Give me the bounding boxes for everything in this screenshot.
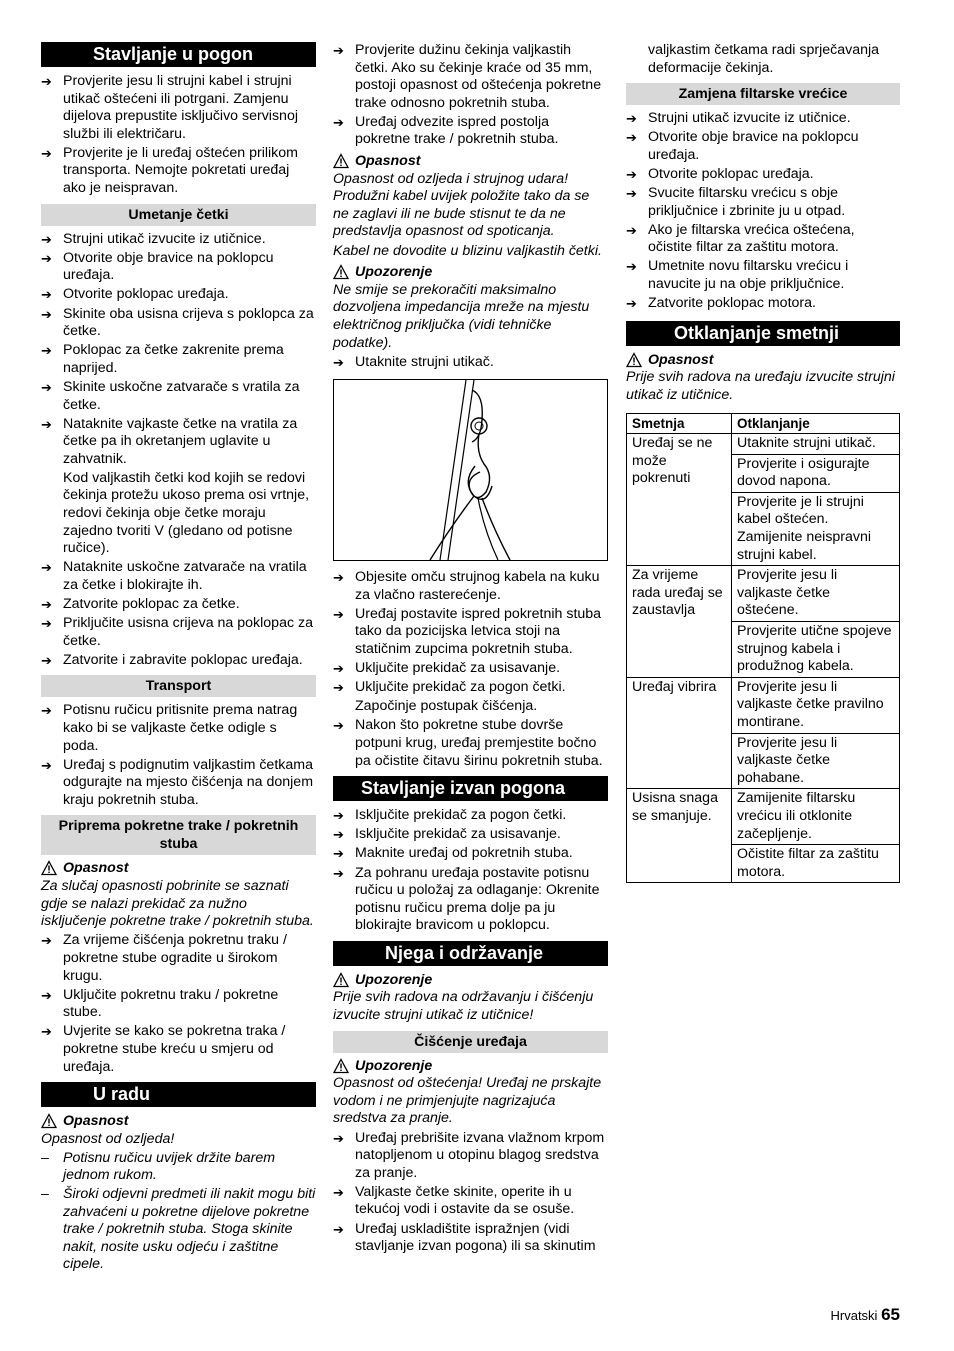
list-plug xyxy=(333,354,608,372)
list-priprema xyxy=(41,932,316,1076)
list-item: ➔ Uređaj odvezite ispred postolja pokretne trake / pokretnih stuba. xyxy=(333,113,559,148)
list-item: ➔ Strujni utikač izvucite iz utičnice. xyxy=(626,110,851,127)
list-item: ➔ Uključite prekidač za usisavanje. xyxy=(333,660,561,677)
arrow-icon: ➔ xyxy=(41,1024,52,1040)
warning-triangle-icon xyxy=(333,1058,349,1074)
footer-language: Hrvatski xyxy=(830,1308,878,1323)
list-item: ➔ Svucite filtarsku vrećicu s obje priključnice i zbrinite ju u otpad. xyxy=(626,185,846,219)
arrow-icon: ➔ xyxy=(333,718,344,734)
list-item: ➔ Uređaj uskladištite ispražnjen (vidi stavljanje izvan pogona) ili sa skinutim xyxy=(333,1220,596,1255)
arrow-icon: ➔ xyxy=(333,827,344,843)
table-header-row xyxy=(627,413,900,434)
list-item: ➔ Umetnite novu filtarsku vrećicu i navucite ju na obje priključnice. xyxy=(626,258,849,293)
warning-triangle-icon xyxy=(333,972,349,988)
arrow-icon: ➔ xyxy=(41,306,52,322)
list-item: – Potisnu ručicu uvijek držite barem jednom rukom. xyxy=(41,1149,276,1184)
list-after-2 xyxy=(333,717,608,770)
warning-text: Opasnost od ozljeda! xyxy=(41,1130,175,1147)
list-item: ➔ Poklopac za četke zakrenite prema naprijed. xyxy=(41,342,284,376)
list-item: ➔ Zatvorite poklopac motora. xyxy=(626,295,816,312)
warning-text: Opasnost od ozljeda i strujnog udara! Produžni kabel uvijek položite tako da se ne zaglavi ili ne bude stisnut te da ne predstavlja opasnost od spoticanja. xyxy=(333,170,590,240)
list-item: ➔ Provjerite dužinu čekinja valjkastih četki. Ako su čekinje kraće od 35 mm, postoji opasnost od oštećenja pokretne trake odnosno pokretnih stuba. xyxy=(333,42,602,111)
column-right xyxy=(626,42,900,883)
page-number: 65 xyxy=(881,1305,900,1324)
arrow-icon: ➔ xyxy=(333,354,344,370)
list-item: ➔ Zatvorite poklopac za četke. xyxy=(41,596,240,613)
arrow-icon: ➔ xyxy=(41,652,52,668)
list-item: ➔ Zatvorite i zabravite poklopac uređaja. xyxy=(41,651,303,668)
arrow-icon: ➔ xyxy=(41,560,52,576)
warning-triangle-icon xyxy=(41,860,57,876)
cell-remedy: Provjerite jesu li valjkaste četke pohabane. xyxy=(732,733,900,789)
heading-otklanjanje: Otklanjanje smetnji xyxy=(626,321,900,346)
warning-heading: Opasnost xyxy=(626,352,900,370)
arrow-icon: ➔ xyxy=(333,1184,344,1200)
warning-heading: Upozorenje xyxy=(333,264,608,282)
warning-heading: Upozorenje xyxy=(333,972,608,990)
list-item: ➔ Za vrijeme čišćenja pokretnu traku / pokretne stube ogradite u širokom krugu. xyxy=(41,932,287,984)
dash-icon: – xyxy=(41,1149,49,1166)
warning-heading: Upozorenje xyxy=(333,1058,608,1076)
arrow-icon: ➔ xyxy=(41,987,52,1003)
list-item: ➔ Skinite oba usisna crijeva s poklopca za četke. xyxy=(41,305,314,340)
page-footer xyxy=(831,1306,901,1325)
cell-remedy: Zamijenite filtarsku vrećicu ili otklonite začepljenje. xyxy=(732,789,900,845)
arrow-icon: ➔ xyxy=(333,1221,344,1237)
list-ciscenje xyxy=(333,1130,608,1256)
list-item: ➔ Valjkaste četke skinite, operite ih u tekućoj vodi i ostavite da se osuše. xyxy=(333,1183,575,1218)
list-item: ➔ Ako je filtarska vrećica oštećena, očistite filtar za zaštitu motora. xyxy=(626,221,855,256)
list-item: ➔ Potisnu ručicu pritisnite prema natrag kako bi se valjkaste četke odigle s poda. xyxy=(41,702,298,754)
arrow-icon: ➔ xyxy=(41,597,52,613)
arrow-icon: ➔ xyxy=(333,1130,344,1146)
list-radu xyxy=(41,1150,316,1274)
list-item: ➔ Otvorite poklopac uređaja. xyxy=(626,165,814,182)
cable-hook-drawing xyxy=(334,380,607,560)
warning-heading: Opasnost xyxy=(41,860,316,878)
cell-fault: Uređaj vibrira xyxy=(627,677,732,789)
warning-triangle-icon xyxy=(626,352,642,368)
cell-remedy: Utaknite strujni utikač. xyxy=(732,434,900,455)
arrow-icon: ➔ xyxy=(41,933,52,949)
arrow-icon: ➔ xyxy=(41,287,52,303)
heading-izvan-pogona: Stavljanje izvan pogona xyxy=(333,776,608,801)
cell-remedy: Očistite filtar za zaštitu motora. xyxy=(732,845,900,883)
column-middle xyxy=(333,42,608,1257)
list-item: ➔ Otvorite poklopac uređaja. xyxy=(41,286,229,303)
list-item: ➔ Provjerite jesu li strujni kabel i strujni utikač oštećeni ili potrgani. Zamjenu dijelova prepustite isključivo servisnoj službi ili električaru. xyxy=(41,73,298,142)
list-item: ➔ Otvorite obje bravice na poklopcu uređaja. xyxy=(41,249,274,284)
continued-text: valjkastim četkama radi sprječavanja deformacije čekinja. xyxy=(648,42,880,76)
cell-fault: Uređaj se ne može pokrenuti xyxy=(627,434,732,566)
cell-fault: Za vrijeme rada uređaj se zaustavlja xyxy=(627,566,732,678)
list-izvan xyxy=(333,807,608,935)
arrow-icon: ➔ xyxy=(41,343,52,359)
arrow-icon: ➔ xyxy=(41,416,52,432)
arrow-icon: ➔ xyxy=(41,250,52,266)
list-item: ➔ Nataknite vajkaste četke na vratila za četke pa ih okretanjem uglavite u zahvatnik. xyxy=(41,415,298,467)
arrow-icon: ➔ xyxy=(41,616,52,632)
list-after xyxy=(333,569,608,697)
heading-zamjena: Zamjena filtarske vrećice xyxy=(626,83,900,105)
list-item: ➔ Uvjerite se kako se pokretna traka / pokretne stube kreću u smjeru od uređaja. xyxy=(41,1023,286,1075)
arrow-icon: ➔ xyxy=(333,606,344,622)
warning-triangle-icon xyxy=(41,1113,57,1129)
dash-icon: – xyxy=(41,1185,49,1202)
warning-text: Opasnost od oštećenja! Uređaj ne prskajte vodom i ne primjenjujte nagrizajuća sredstva za pranje. xyxy=(333,1075,602,1127)
heading-njega: Njega i održavanje xyxy=(333,941,608,966)
list-item: ➔ Uređaj s podignutim valjkastim četkama odgurajte na mjesto čišćenja na donjem kraju pokretnih stuba. xyxy=(41,756,314,808)
arrow-icon: ➔ xyxy=(333,114,344,130)
list-item: ➔ Isključite prekidač za pogon četki. xyxy=(333,807,567,824)
umetanje-note: Kod valjkastih četki kod kojih se redovi čekinja protežu ukoso prema osi vrtnje, redovi čekinja obje četke moraju zajedno tvoriti V (gledano od potisne ručice). xyxy=(63,469,310,557)
list-item: ➔ Provjerite je li uređaj oštećen prilikom transporta. Nemojte pokretati uređaj ako je neispravan. xyxy=(41,144,298,197)
arrow-icon: ➔ xyxy=(41,145,52,161)
warning-text: Prije svih radova na održavanju i čišćenju izvucite strujni utikač iz utičnice! xyxy=(333,989,594,1024)
warning-heading: Opasnost xyxy=(41,1113,316,1131)
arrow-icon: ➔ xyxy=(333,43,344,58)
warning-text: Prije svih radova na uređaju izvucite strujni utikač iz utičnice. xyxy=(626,369,895,403)
table-row xyxy=(627,434,900,455)
list-transport xyxy=(41,702,316,809)
list-item: ➔ Skinite uskočne zatvarače s vratila za četke. xyxy=(41,378,300,413)
warning-triangle-icon xyxy=(333,153,349,169)
header-otklanjanje: Otklanjanje xyxy=(732,413,900,434)
list-item: ➔ Uređaj prebrišite izvana vlažnom krpom natopljenom u otopinu blagog sredstva za pranje. xyxy=(333,1129,605,1181)
heading-stavljanje-u-pogon: Stavljanje u pogon xyxy=(41,42,316,67)
arrow-icon: ➔ xyxy=(333,846,344,862)
warning-text: Za slučaj opasnosti pobrinite se saznati gdje se nalazi prekidač za nužno isključenje pokretne trake / pokretnih stuba. xyxy=(41,878,314,930)
arrow-icon: ➔ xyxy=(41,74,52,89)
arrow-icon: ➔ xyxy=(41,703,52,719)
arrow-icon: ➔ xyxy=(41,231,52,247)
list-item: ➔ Objesite omču strujnog kabela na kuku za vlačno rasterećenje. xyxy=(333,569,600,603)
arrow-icon: ➔ xyxy=(333,680,344,696)
troubleshooting-table xyxy=(626,413,900,884)
list-top xyxy=(333,42,608,149)
table-row xyxy=(627,789,900,845)
arrow-icon: ➔ xyxy=(626,259,637,275)
arrow-icon: ➔ xyxy=(41,379,52,395)
cell-fault: Usisna snaga se smanjuje. xyxy=(627,789,732,883)
arrow-icon: ➔ xyxy=(626,296,637,312)
arrow-icon: ➔ xyxy=(333,570,344,586)
arrow-icon: ➔ xyxy=(333,865,344,881)
list-item: ➔ Otvorite obje bravice na poklopcu uređaja. xyxy=(626,129,859,163)
start-note: Započinje postupak čišćenja. xyxy=(355,698,538,715)
list-umetanje xyxy=(41,231,316,469)
warning-heading: Opasnost xyxy=(333,153,608,171)
warning-text: Kabel ne dovodite u blizinu valjkastih četki. xyxy=(333,242,602,259)
list-item: ➔ Strujni utikač izvucite iz utičnice. xyxy=(41,230,266,247)
list-item: – Široki odjevni predmeti ili nakit mogu biti zahvaćeni u pokretne dijelove pokretne trake / pokretnih stuba. Stoga skinite nakit, nosite usku odjeću i zaštitne cipele. xyxy=(41,1185,316,1273)
heading-ciscenje: Čišćenje uređaja xyxy=(333,1031,608,1053)
arrow-icon: ➔ xyxy=(626,166,637,182)
warning-triangle-icon xyxy=(333,264,349,280)
heading-umetanje-cetki: Umetanje četki xyxy=(41,204,316,226)
list-zamjena xyxy=(626,110,900,313)
arrow-icon: ➔ xyxy=(333,808,344,824)
column-left xyxy=(41,42,316,1275)
list-item: ➔ Uključite pokretnu traku / pokretne stube. xyxy=(41,986,279,1021)
list-item: ➔ Uključite prekidač za pogon četki. xyxy=(333,679,566,696)
table-row xyxy=(627,677,900,733)
arrow-icon: ➔ xyxy=(333,661,344,677)
arrow-icon: ➔ xyxy=(626,186,637,202)
heading-priprema: Priprema pokretne trake / pokretnih stuba xyxy=(41,815,316,855)
cell-remedy: Provjerite i osigurajte dovod napona. xyxy=(732,454,900,492)
arrow-icon: ➔ xyxy=(626,222,637,238)
list-item: ➔ Maknite uređaj od pokretnih stuba. xyxy=(333,845,573,862)
cable-hook-illustration xyxy=(333,379,608,561)
arrow-icon: ➔ xyxy=(41,757,52,773)
arrow-icon: ➔ xyxy=(626,130,637,146)
arrow-icon: ➔ xyxy=(626,111,637,127)
cell-remedy: Provjerite je li strujni kabel oštećen. Zamijenite neispravni strujni kabel. xyxy=(732,492,900,565)
cell-remedy: Provjerite jesu li valjkaste četke pravilno montirane. xyxy=(732,677,900,733)
header-smetnja: Smetnja xyxy=(627,413,732,434)
list-item: ➔ Isključite prekidač za usisavanje. xyxy=(333,826,561,843)
list-item: ➔ Priključite usisna crijeva na poklopac za četke. xyxy=(41,615,313,649)
heading-transport: Transport xyxy=(41,675,316,697)
table-row xyxy=(627,566,900,622)
list-umetanje-2 xyxy=(41,559,316,669)
list-pogon xyxy=(41,73,316,198)
cell-remedy: Provjerite jesu li valjkaste četke oštećene. xyxy=(732,566,900,622)
list-item: ➔ Uređaj postavite ispred pokretnih stuba tako da pozicijska letvica stoji na statičnim zupcima pokretnih stuba. xyxy=(333,605,602,658)
heading-u-radu: U radu xyxy=(41,1082,316,1107)
list-item: ➔ Utaknite strujni utikač. xyxy=(333,353,494,370)
list-item: ➔ Nakon što pokretne stube dovrše potpuni krug, uređaj premjestite bočno pa očistite čitavu širinu pokretnih stuba. xyxy=(333,717,603,769)
cell-remedy: Provjerite utične spojeve strujnog kabela i produžnog kabela. xyxy=(732,622,900,678)
list-item: ➔ Nataknite uskočne zatvarače na vratila za četke i blokirajte ih. xyxy=(41,559,307,593)
warning-text: Ne smije se prekoračiti maksimalno dozvoljena impedancija mreže na mjestu električnog priključka (vidi tehničke podatke). xyxy=(333,281,590,351)
list-item: ➔ Za pohranu uređaja postavite potisnu ručicu u položaj za odlaganje: Okrenite potisnu ručicu prema dolje pa ju blokirajte bravicom u poklopcu. xyxy=(333,864,600,934)
